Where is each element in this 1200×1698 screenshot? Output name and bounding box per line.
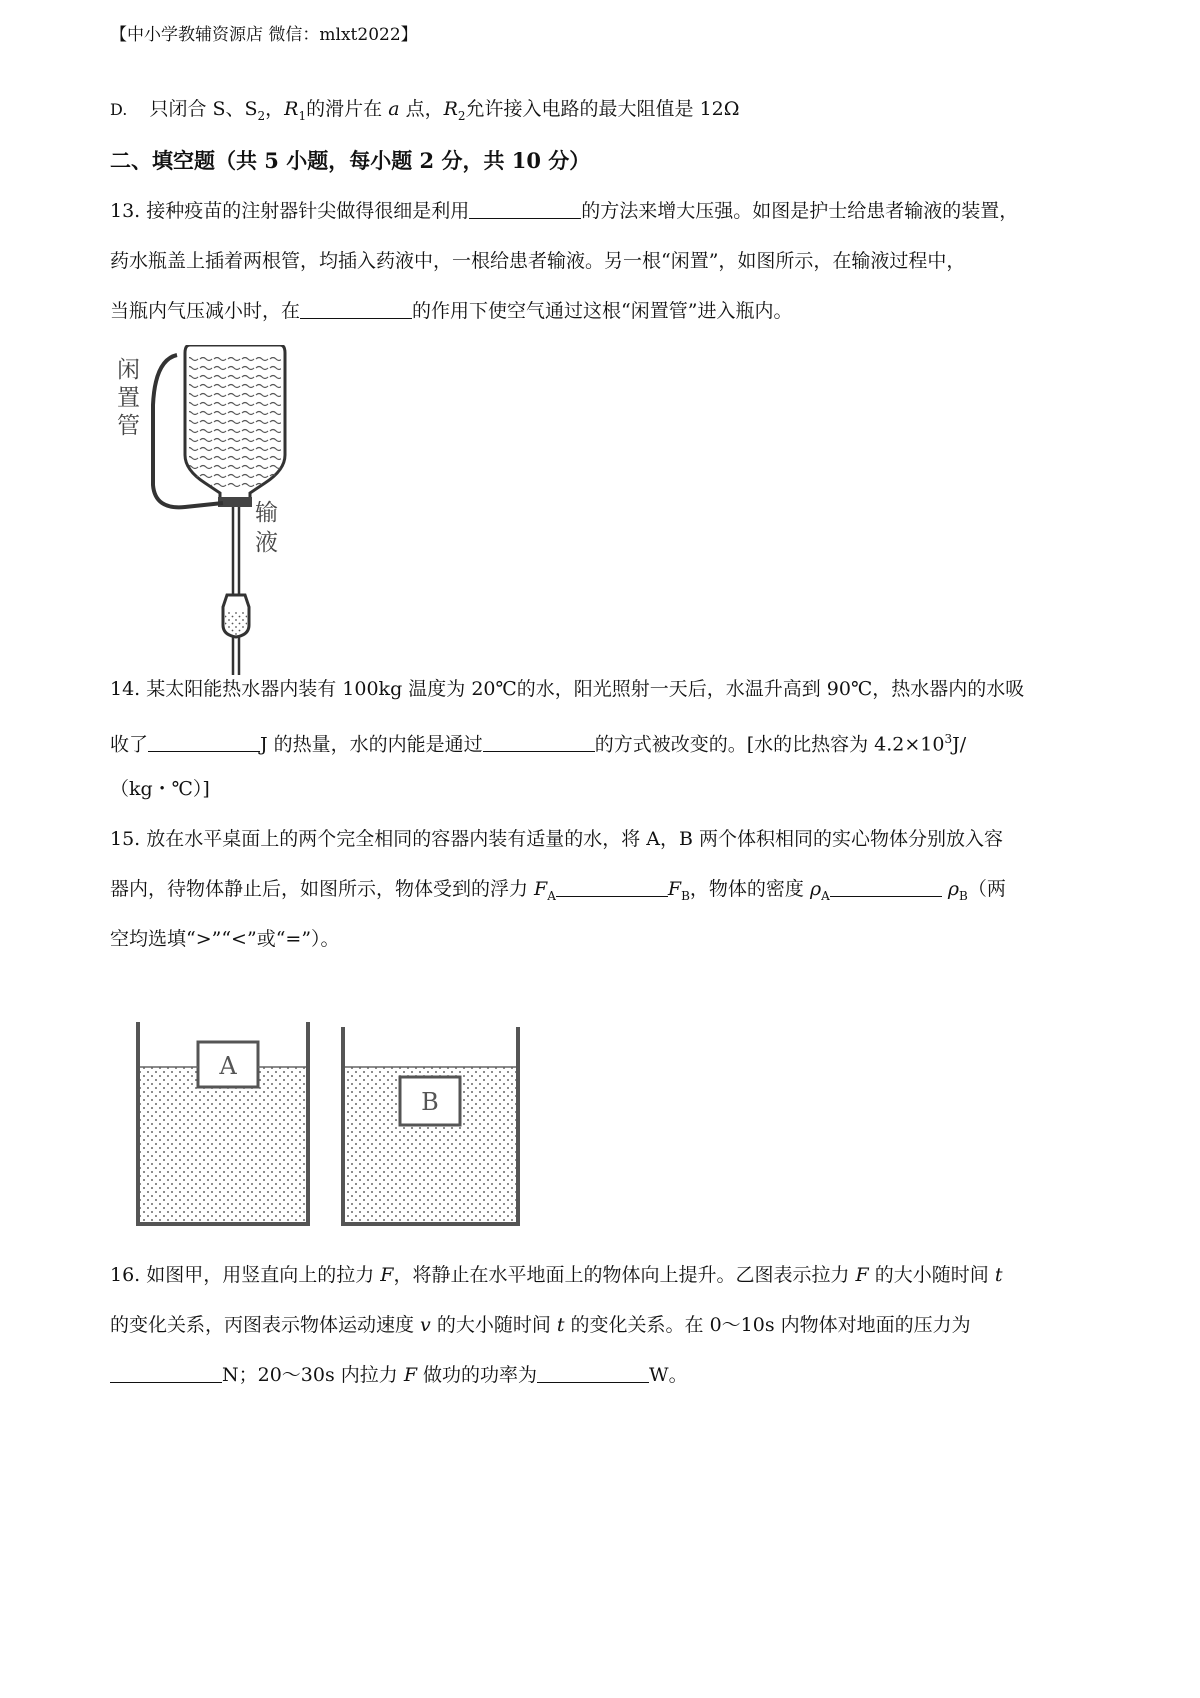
block-b-label: B — [421, 1088, 439, 1116]
q13-line-1: 13. 接种疫苗的注射器针尖做得很细是利用 的方法来增大压强。如图是护士给患者输液的装置， — [110, 200, 1019, 222]
answer-blank — [537, 1364, 649, 1383]
q15-line-3: 空均选填“>”“<”或“=”）。 — [110, 928, 340, 950]
block-a-label: A — [219, 1052, 237, 1080]
q14-line-2: 收了 J 的热量，水的内能是通过 的方式被改变的。[水的比热容为 $4.2\times 10^3J/$ — [110, 732, 967, 756]
page-header: 【中小学教辅资源店 微信：mlxt2022】 — [110, 25, 418, 45]
answer-blank — [110, 1364, 222, 1383]
answer-blank — [830, 878, 942, 897]
option-d-prefix: D. — [110, 100, 128, 119]
option-d: D. 只闭合 S、$S_2$，$R_1$的滑片在 a 点，$R_2$允许接入电路的最大阻值是 12Ω — [110, 98, 740, 123]
idle-tube-label-3: 管 — [117, 413, 140, 439]
answer-blank — [556, 878, 668, 897]
infusion-label-1: 输 — [255, 500, 278, 526]
q14-line-1: 14. 某太阳能热水器内装有 100kg 温度为 20℃的水，阳光照射一天后，水温升高到 90℃，热水器内的水吸 — [110, 678, 1025, 700]
container-b — [343, 1027, 518, 1224]
iv-bottle-figure — [115, 345, 330, 675]
infusion-label-2: 液 — [255, 530, 278, 556]
containers-figure — [130, 1022, 530, 1227]
answer-blank — [483, 733, 595, 752]
q16-line-1: 16. 如图甲，用竖直向上的拉力 F，将静止在水平地面上的物体向上提升。乙图表示拉力 F 的大小随时间 t — [110, 1264, 1003, 1286]
answer-blank — [469, 200, 581, 219]
q15-line-1: 15. 放在水平桌面上的两个完全相同的容器内装有适量的水，将 A，B 两个体积相同的实心物体分别放入容 — [110, 828, 1004, 850]
q13-line-2: 药水瓶盖上插着两根管，均插入药液中，一根给患者输液。另一根“闲置”，如图所示，在输液过程中， — [110, 250, 966, 272]
answer-blank — [300, 300, 412, 319]
bottle-cap — [218, 497, 252, 507]
container-a — [138, 1022, 308, 1224]
q14-line-3: （kg・℃）] — [110, 778, 210, 800]
answer-blank — [148, 733, 260, 752]
q13-line-3: 当瓶内气压减小时，在 的作用下使空气通过这根“闲置管”进入瓶内。 — [110, 300, 793, 322]
idle-tube-label-1: 闲 — [117, 357, 140, 383]
q16-line-3: N；20～30s 内拉力 F 做功的功率为 W。 — [110, 1362, 688, 1388]
bottle-liquid — [189, 357, 281, 467]
section-heading: 二、填空题（共 5 小题，每小题 2 分，共 10 分） — [110, 148, 591, 173]
idle-tube-label-2: 置 — [117, 385, 140, 411]
q16-line-2: 的变化关系，丙图表示物体运动速度 v 的大小随时间 t 的变化关系。在 0～10s 内物体对地面的压力为 — [110, 1314, 971, 1336]
q15-line-2: 器内，待物体静止后，如图所示，物体受到的浮力 $F_A$ $F_B$，物体的密度 $\rho_A$ $\rho_B$（两 — [110, 878, 1006, 903]
